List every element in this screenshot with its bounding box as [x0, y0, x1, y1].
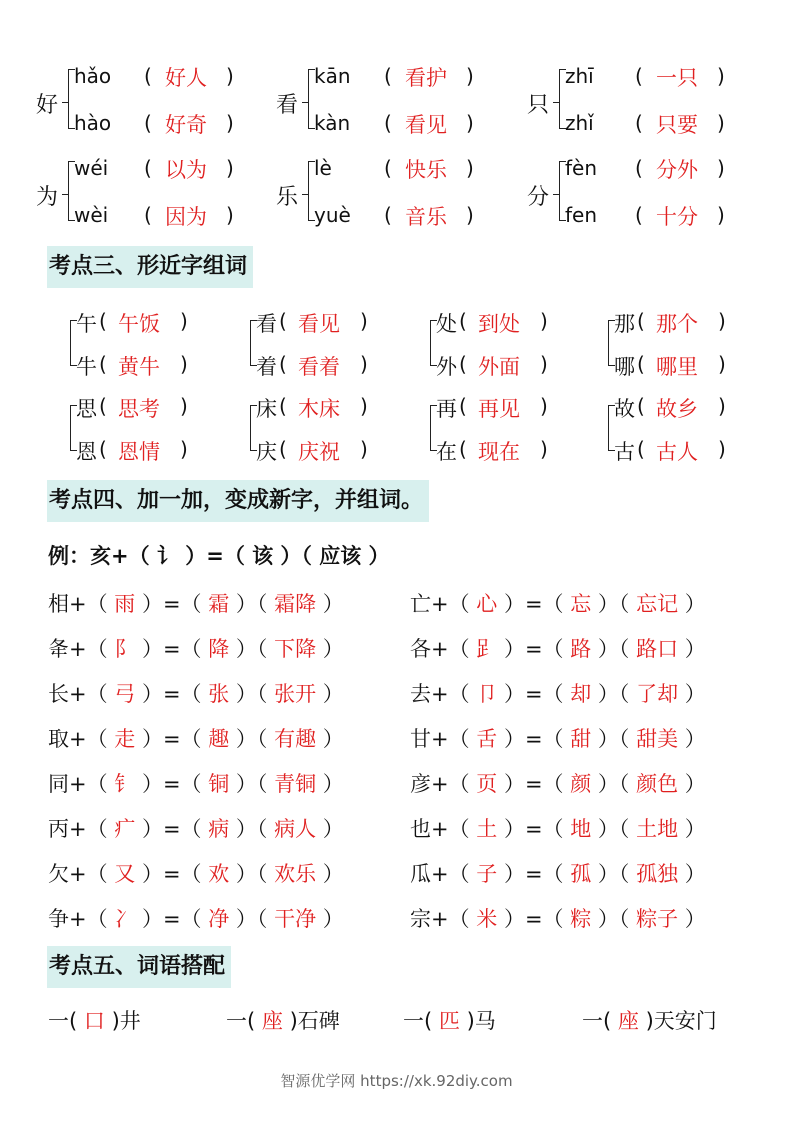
paren-open: (	[635, 111, 643, 135]
result-answer: 地	[570, 817, 592, 841]
answer-word: 古人	[656, 440, 698, 464]
equals-sign: ）=（	[135, 682, 209, 706]
section-5-heading: 考点五、词语搭配	[47, 946, 231, 988]
component-answer: 舌	[476, 727, 498, 751]
plus-sign: +（	[69, 682, 115, 706]
paren-close: ）	[678, 817, 706, 841]
paren-pair: ）（	[591, 862, 637, 886]
base-char: 瓜	[410, 862, 431, 886]
paren-close: )	[717, 111, 725, 135]
result-answer: 张	[208, 682, 230, 706]
base-char: 同	[48, 772, 69, 796]
paren-pair: ）（	[591, 727, 637, 751]
equals-sign: ）=（	[135, 772, 209, 796]
collocation-prefix: 一(	[582, 1009, 612, 1033]
addition-row	[410, 678, 706, 708]
addition-row	[48, 813, 344, 843]
addition-row	[48, 588, 344, 618]
pinyin: fèn	[565, 156, 598, 180]
footer-watermark: 智源优学网 https://xk.92diy.com	[280, 1072, 513, 1090]
paren-open: (	[144, 64, 152, 88]
result-answer: 粽	[570, 907, 592, 931]
paren-close: )	[226, 156, 234, 180]
answer-word: 故乡	[656, 397, 698, 421]
plus-sign: +（	[431, 862, 477, 886]
similar-char: 庆	[256, 440, 277, 464]
spacer	[105, 1009, 112, 1033]
word-answer: 忘记	[636, 592, 679, 616]
paren-close: )	[360, 309, 368, 333]
answer-word: 好人	[165, 66, 207, 90]
base-char: 去	[410, 682, 431, 706]
result-answer: 孤	[570, 862, 592, 886]
similar-char: 牛	[76, 355, 97, 379]
paren-close: ）	[316, 817, 344, 841]
base-char: 夅	[48, 637, 69, 661]
component-answer: 疒	[114, 817, 136, 841]
similar-char: 床	[256, 397, 277, 421]
paren-close: ）	[678, 862, 706, 886]
paren-close: )	[717, 203, 725, 227]
word-answer: 颜色	[636, 772, 679, 796]
addition-row	[48, 723, 344, 753]
component-answer: 阝	[114, 637, 136, 661]
plus-sign: +（	[69, 637, 115, 661]
word-answer: 张开	[274, 682, 317, 706]
spacer	[611, 1009, 618, 1033]
answer-word: 因为	[165, 205, 207, 229]
base-char: 宗	[410, 907, 431, 931]
addition-row	[410, 813, 706, 843]
collocation-answer: 座	[617, 1009, 639, 1033]
paren-close: )	[540, 394, 548, 418]
base-char: 亡	[410, 592, 431, 616]
answer-word: 庆祝	[298, 440, 340, 464]
paren-open: (	[637, 352, 645, 376]
paren-close: ）	[316, 637, 344, 661]
result-answer: 却	[570, 682, 592, 706]
pinyin: fen	[565, 203, 598, 227]
paren-open: (	[459, 437, 467, 461]
equals-sign: ）=（	[497, 907, 571, 931]
result-answer: 甜	[570, 727, 592, 751]
paren-close: )	[360, 437, 368, 461]
paren-open: (	[279, 394, 287, 418]
answer-word: 哪里	[656, 355, 698, 379]
paren-pair: ）（	[229, 772, 275, 796]
word-answer: 粽子	[636, 907, 679, 931]
answer-word: 木床	[298, 397, 340, 421]
word-answer: 路口	[636, 637, 679, 661]
component-answer: 卩	[476, 682, 498, 706]
word-answer: 病人	[274, 817, 317, 841]
addition-row	[410, 723, 706, 753]
answer-word: 好奇	[165, 113, 207, 137]
word-answer: 孤独	[636, 862, 679, 886]
answer-word: 看护	[405, 66, 447, 90]
base-char: 相	[48, 592, 69, 616]
base-char: 取	[48, 727, 69, 751]
pinyin: hǎo	[74, 64, 112, 88]
addition-row	[410, 858, 706, 888]
result-answer: 霜	[208, 592, 230, 616]
plus-sign: +（	[431, 907, 477, 931]
addition-row	[48, 903, 344, 933]
paren-close: )	[226, 203, 234, 227]
collocation-prefix: 一(	[403, 1009, 433, 1033]
equals-sign: ）=（	[135, 862, 209, 886]
paren-open: (	[99, 309, 107, 333]
paren-close: ）	[678, 727, 706, 751]
component-answer: 𧾷	[476, 637, 498, 661]
similar-char: 看	[256, 312, 277, 336]
addition-row	[410, 633, 706, 663]
similar-char: 外	[436, 355, 457, 379]
answer-word: 只要	[656, 113, 698, 137]
paren-close: )	[540, 437, 548, 461]
equals-sign: ）=（	[497, 682, 571, 706]
paren-open: (	[99, 352, 107, 376]
collocation-suffix: )天安门	[645, 1009, 717, 1033]
collocation-item	[226, 1005, 340, 1035]
paren-close: )	[466, 64, 474, 88]
plus-sign: +（	[69, 907, 115, 931]
paren-open: (	[384, 111, 392, 135]
addition-row	[410, 768, 706, 798]
paren-close: )	[540, 309, 548, 333]
plus-sign: +（	[431, 682, 477, 706]
spacer	[639, 1009, 646, 1033]
answer-word: 十分	[656, 205, 698, 229]
brace-tick	[62, 102, 68, 103]
paren-close: )	[718, 309, 726, 333]
paren-close: )	[360, 352, 368, 376]
section-4-heading: 考点四、加一加，变成新字，并组词。	[47, 480, 429, 522]
paren-open: (	[144, 111, 152, 135]
collocation-item	[582, 1005, 717, 1035]
paren-close: ）	[678, 772, 706, 796]
component-answer: 雨	[114, 592, 136, 616]
equals-sign: ）=（	[135, 907, 209, 931]
spacer	[460, 1009, 467, 1033]
similar-char: 古	[614, 440, 635, 464]
answer-word: 看着	[298, 355, 340, 379]
equals-sign: ）=（	[497, 772, 571, 796]
paren-close: )	[226, 111, 234, 135]
pinyin: zhī	[565, 64, 594, 88]
component-answer: 页	[476, 772, 498, 796]
paren-open: (	[279, 352, 287, 376]
base-char: 欠	[48, 862, 69, 886]
answer-word: 以为	[165, 158, 207, 182]
answer-word: 分外	[656, 158, 698, 182]
paren-close: )	[360, 394, 368, 418]
answer-word: 看见	[405, 113, 447, 137]
word-answer: 甜美	[636, 727, 679, 751]
similar-char: 处	[436, 312, 457, 336]
component-answer: 土	[476, 817, 498, 841]
paren-close: ）	[316, 727, 344, 751]
addition-row	[410, 903, 706, 933]
spacer	[77, 1009, 84, 1033]
spacer	[255, 1009, 262, 1033]
paren-open: (	[637, 437, 645, 461]
plus-sign: +（	[69, 727, 115, 751]
plus-sign: +（	[431, 637, 477, 661]
paren-close: )	[718, 437, 726, 461]
similar-char: 那	[614, 312, 635, 336]
paren-close: )	[718, 352, 726, 376]
paren-pair: ）（	[591, 817, 637, 841]
paren-open: (	[635, 203, 643, 227]
component-answer: 子	[476, 862, 498, 886]
result-answer: 降	[208, 637, 230, 661]
paren-close: ）	[316, 592, 344, 616]
answer-word: 午饭	[118, 312, 160, 336]
addition-row	[410, 588, 706, 618]
brace-tick	[553, 102, 559, 103]
base-char: 也	[410, 817, 431, 841]
paren-pair: ）（	[591, 637, 637, 661]
component-answer: 心	[476, 592, 498, 616]
addition-row	[48, 633, 344, 663]
paren-pair: ）（	[591, 772, 637, 796]
paren-open: (	[99, 437, 107, 461]
similar-char: 恩	[76, 440, 97, 464]
component-answer: 冫	[114, 907, 136, 931]
paren-open: (	[279, 437, 287, 461]
equals-sign: ）=（	[497, 592, 571, 616]
paren-close: )	[180, 437, 188, 461]
answer-word: 快乐	[405, 158, 447, 182]
paren-close: )	[180, 309, 188, 333]
collocation-prefix: 一(	[226, 1009, 256, 1033]
paren-close: ）	[316, 907, 344, 931]
result-answer: 忘	[570, 592, 592, 616]
answer-word: 看见	[298, 312, 340, 336]
paren-close: ）	[678, 907, 706, 931]
component-answer: 米	[476, 907, 498, 931]
paren-close: )	[226, 64, 234, 88]
paren-open: (	[637, 394, 645, 418]
addition-row	[48, 678, 344, 708]
collocation-suffix: )马	[466, 1009, 496, 1033]
equals-sign: ）=（	[497, 637, 571, 661]
paren-open: (	[635, 64, 643, 88]
paren-pair: ）（	[591, 592, 637, 616]
answer-word: 再见	[478, 397, 520, 421]
brace-tick	[302, 102, 308, 103]
base-char: 争	[48, 907, 69, 931]
paren-open: (	[637, 309, 645, 333]
word-answer: 干净	[274, 907, 317, 931]
word-answer: 了却	[636, 682, 679, 706]
polyphone-char: 只	[527, 93, 550, 118]
polyphone-char: 好	[36, 93, 59, 118]
collocation-item	[403, 1005, 496, 1035]
component-answer: 又	[114, 862, 136, 886]
similar-char: 故	[614, 397, 635, 421]
word-answer: 青铜	[274, 772, 317, 796]
paren-open: (	[635, 156, 643, 180]
paren-open: (	[384, 64, 392, 88]
paren-close: ）	[678, 637, 706, 661]
answer-word: 那个	[656, 312, 698, 336]
pinyin: zhǐ	[565, 111, 594, 135]
answer-word: 外面	[478, 355, 520, 379]
addition-row	[48, 768, 344, 798]
result-answer: 颜	[570, 772, 592, 796]
paren-close: )	[180, 394, 188, 418]
answer-word: 现在	[478, 440, 520, 464]
base-char: 丙	[48, 817, 69, 841]
paren-pair: ）（	[591, 907, 637, 931]
plus-sign: +（	[431, 727, 477, 751]
paren-pair: ）（	[229, 907, 275, 931]
paren-open: (	[99, 394, 107, 418]
pinyin: lè	[314, 156, 332, 180]
paren-pair: ）（	[229, 682, 275, 706]
paren-close: ）	[316, 772, 344, 796]
paren-pair: ）（	[229, 637, 275, 661]
answer-word: 黄牛	[118, 355, 160, 379]
paren-open: (	[144, 203, 152, 227]
similar-char: 哪	[614, 355, 635, 379]
answer-word: 思考	[118, 397, 160, 421]
pinyin: wéi	[74, 156, 109, 180]
paren-close: )	[717, 156, 725, 180]
collocation-suffix: )井	[111, 1009, 141, 1033]
collocation-item	[48, 1005, 141, 1035]
equals-sign: ）=（	[135, 592, 209, 616]
equals-sign: ）=（	[497, 817, 571, 841]
paren-open: (	[384, 156, 392, 180]
paren-open: (	[459, 394, 467, 418]
result-answer: 趣	[208, 727, 230, 751]
result-answer: 欢	[208, 862, 230, 886]
answer-word: 恩情	[118, 440, 160, 464]
polyphone-char: 乐	[276, 185, 299, 210]
paren-pair: ）（	[229, 862, 275, 886]
paren-close: )	[180, 352, 188, 376]
pinyin: hào	[74, 111, 112, 135]
answer-word: 音乐	[405, 205, 447, 229]
brace-tick	[62, 194, 68, 195]
paren-open: (	[384, 203, 392, 227]
equals-sign: ）=（	[135, 637, 209, 661]
answer-word: 到处	[478, 312, 520, 336]
similar-char: 午	[76, 312, 97, 336]
paren-close: )	[466, 111, 474, 135]
section-3-heading: 考点三、形近字组词	[47, 246, 253, 288]
result-answer: 病	[208, 817, 230, 841]
polyphone-char: 为	[36, 185, 59, 210]
word-answer: 霜降	[274, 592, 317, 616]
paren-close: ）	[316, 862, 344, 886]
answer-word: 一只	[656, 66, 698, 90]
result-answer: 铜	[208, 772, 230, 796]
plus-sign: +（	[69, 817, 115, 841]
equals-sign: ）=（	[135, 817, 209, 841]
paren-pair: ）（	[229, 592, 275, 616]
paren-close: )	[717, 64, 725, 88]
pinyin: kān	[314, 64, 351, 88]
paren-close: )	[466, 203, 474, 227]
paren-close: ）	[316, 682, 344, 706]
paren-pair: ）（	[591, 682, 637, 706]
base-char: 长	[48, 682, 69, 706]
collocation-answer: 匹	[438, 1009, 460, 1033]
brace-tick	[302, 194, 308, 195]
polyphone-char: 看	[276, 93, 299, 118]
collocation-answer: 口	[83, 1009, 105, 1033]
result-answer: 净	[208, 907, 230, 931]
base-char: 各	[410, 637, 431, 661]
equals-sign: ）=（	[497, 862, 571, 886]
pinyin: yuè	[314, 203, 351, 227]
example-line: 例：亥+（ 讠 ）=（ 该 ）（ 应该 ）	[48, 544, 390, 568]
word-answer: 有趣	[274, 727, 317, 751]
component-answer: 走	[114, 727, 136, 751]
paren-pair: ）（	[229, 817, 275, 841]
paren-open: (	[144, 156, 152, 180]
word-answer: 下降	[274, 637, 317, 661]
brace-tick	[553, 194, 559, 195]
collocation-answer: 座	[261, 1009, 283, 1033]
paren-close: )	[540, 352, 548, 376]
word-answer: 欢乐	[274, 862, 317, 886]
plus-sign: +（	[431, 592, 477, 616]
paren-open: (	[279, 309, 287, 333]
word-answer: 土地	[636, 817, 679, 841]
pinyin: wèi	[74, 203, 109, 227]
pinyin: kàn	[314, 111, 351, 135]
plus-sign: +（	[431, 772, 477, 796]
base-char: 彦	[410, 772, 431, 796]
plus-sign: +（	[69, 592, 115, 616]
base-char: 甘	[410, 727, 431, 751]
component-answer: 弓	[114, 682, 136, 706]
plus-sign: +（	[431, 817, 477, 841]
equals-sign: ）=（	[135, 727, 209, 751]
spacer	[283, 1009, 290, 1033]
paren-close: ）	[678, 592, 706, 616]
similar-char: 再	[436, 397, 457, 421]
paren-open: (	[459, 352, 467, 376]
plus-sign: +（	[69, 772, 115, 796]
polyphone-char: 分	[527, 185, 550, 210]
plus-sign: +（	[69, 862, 115, 886]
addition-row	[48, 858, 344, 888]
similar-char: 思	[76, 397, 97, 421]
result-answer: 路	[570, 637, 592, 661]
collocation-suffix: )石碑	[289, 1009, 340, 1033]
spacer	[432, 1009, 439, 1033]
component-answer: 钅	[114, 772, 136, 796]
paren-close: )	[466, 156, 474, 180]
collocation-prefix: 一(	[48, 1009, 78, 1033]
similar-char: 在	[436, 440, 457, 464]
paren-close: )	[718, 394, 726, 418]
paren-pair: ）（	[229, 727, 275, 751]
paren-close: ）	[678, 682, 706, 706]
similar-char: 着	[256, 355, 277, 379]
paren-open: (	[459, 309, 467, 333]
equals-sign: ）=（	[497, 727, 571, 751]
